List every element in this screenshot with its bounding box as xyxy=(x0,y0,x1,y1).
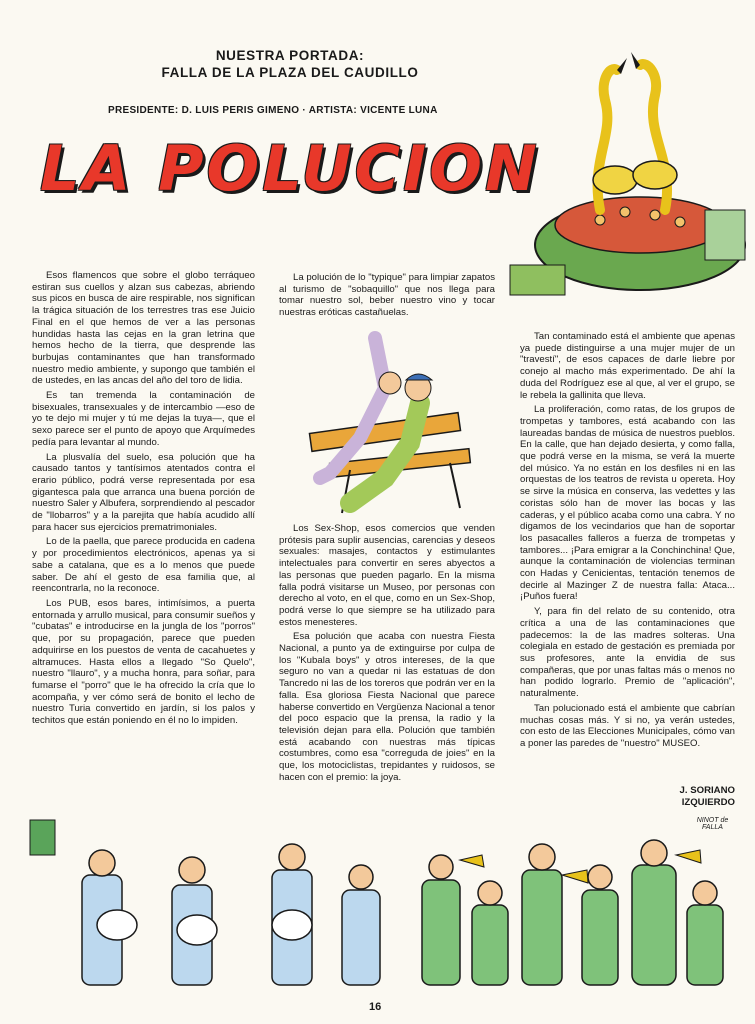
flamingo-monument-illustration xyxy=(505,40,750,315)
author-signature xyxy=(600,785,735,809)
man-figure xyxy=(350,403,420,503)
page-number: 16 xyxy=(369,1001,382,1013)
paragraph: Tan polucionado está el ambiente que cabrían muchas cosas más. Y si no, ya verán ustedes, con esto de las Elecciones Municipales, cómo van a poner las paredes de "nuestro" MUSEO. xyxy=(520,702,735,749)
middle-column-top xyxy=(279,272,495,322)
paragraph: La proliferación, como ratas, de los grupos de trompetas y tambores, está acabando con las laureadas bandas de música de nuestros pueblos. En la calle, que han dejado desierta, y como falla, que podrá verse en la misma, se verá la muerte del músico. Ya no están en los desfiles ni en las orquestas de los teatros de revista u opereta. Hoy se sirve la música en conserva, las vedettes y las coristas sólo han de mover las bocas y las caderas, y el público acaba como una cabra. Y no digamos de los vecindarios que han de soportar los pasacalles falleros a fuerza de trompetas y tambores... ¡Para emigrar a la Conchinchina! Que, aunque la contaminación de violencias terminan con Hadas y Cenicientas, tentación tenemos de decirle al Mazinger Z de nuestra falla: Ataca... ¡Puños fuera! xyxy=(520,404,735,603)
bench-back xyxy=(309,413,460,452)
crowd xyxy=(555,197,725,253)
signature-line-2: IZQUIERDO xyxy=(681,797,735,808)
woman-figure xyxy=(320,338,385,478)
right-column xyxy=(520,331,735,753)
paragraph: Esa polución que acaba con nuestra Fiesta Nacional, a punto ya de extinguirse por culpa de los "Kubala boys" y otros intereses, de la que seguro no van a quedar ni las estatuas de don Tancredo ni las de los toreros que podrán ver en la falla. Esa gloriosa Fiesta Nacional que parece haberse convertido en Vergüenza Nacional a tenor del poco espacio que la prensa, la radio y la televisión dejan para ella. Polución que también está acabando con nuestras más típicas costumbres, como esa "correguda de joies" en la que, los motociclistas, trepidantes y ruidosos, se hacen con el premio: la joya. xyxy=(279,631,496,783)
drummers xyxy=(82,844,380,985)
signature-line-1: J. SORIANO xyxy=(679,785,735,796)
left-column xyxy=(32,270,255,730)
paragraph: Esos flamencos que sobre el globo terráqueo estiran sus cuellos y alzan sus cabezas, abriendo sus picos en busca de aire respirable, nos significan la trágica situación de los terrestres tras ese Juicio Final en el que hemos de ver a las personas hundidas hasta las cejas en la gran letrina que hemos hecho de la tierra, que desprende las burbujas contaminantes que han transformado nuestro medio ambiente, y supongo que también el de ustedes, en las ancas del año del toro de lidia. xyxy=(32,270,255,387)
header-line-2: FALLA DE LA PLAZA DEL CAUDILLO xyxy=(161,65,419,80)
header-line-1: NUESTRA PORTADA: xyxy=(215,48,365,63)
page-title: LA POLUCION xyxy=(40,132,540,205)
band-flag xyxy=(30,820,55,855)
paragraph: Los Sex-Shop, esos comercios que venden prótesis para suplir ausencias, carencias y deseos sexuales: masajes, contactos y estimulantes intelectuales para convertir en seres abyectos a las personas que pueden pagarlo. En la misma falla podrá visitarse un Museo, por personas con derecho al voto, en el que, como en un Sex-Shop, podrá verse lo que siempre se ha utilizado para estos menesteres. xyxy=(279,523,495,628)
paragraph: Lo de la paella, que parece producida en cadena y por procedimientos electrónicos, apenas ya si sabe a catalana, que es a lo menos que puede saber. De ahí el gesto de esa familia que, al reencontrarla, no la reconoce. xyxy=(32,536,255,595)
paragraph: Los PUB, esos bares, intimísimos, a puerta entornada y arrullo musical, para consumir sueños y "cubatas" e introducirse en la jungla de los "porros" que, por su propagación, parece que pueden adquirirse en los puestos de venta de cacahuetes y altramuces. Hasta ellos a llegado "So Quelo", nuestro "llauro", y a mucha honra, para soñar, para fumarse el "porro" que le ha ofrecido la cría que lo acompaña, y ver cómo será de bonito el lecho de nuestro Turia convertido en jardín, si los palos y techitos que están poniendo en él no lo impiden. xyxy=(32,597,255,727)
paragraph: Tan contaminado está el ambiente que apenas ya puede distinguirse a una mujer mujer de un "travestí", de esos capaces de darle liebre por conejo al macho más experimentado. De ahí la duda del Rodríguez ese al que, al ver el grupo, se le rebela la gallinita que lleva. xyxy=(520,331,735,401)
middle-column-bottom xyxy=(279,523,495,786)
credits-line: PRESIDENTE: D. LUIS PERIS GIMENO · ARTISTA: VICENTE LUNA xyxy=(108,105,438,116)
side-scene-right xyxy=(705,210,745,260)
marching-band-illustration xyxy=(22,815,737,1005)
artist-signature: NINOT de FALLA xyxy=(696,817,729,831)
paragraph: Y, para fin del relato de su contenido, otra crítica a una de las contaminaciones que padecemos: la de las madres solteras. Una colegiala en estado de gestación es premiada por sus profesores, ante la envidia de sus compañeras, que por unas faltas más o menos no han podido lograrlo. Premio de "aplicación", naturalmente. xyxy=(520,606,735,700)
paragraph: Es tan tremenda la contaminación de bisexuales, transexuales y de intercambio —eso de yo te dejo mi mujer y tú me dejas la tuya—, que el sexo parece ser el punto de apoyo que Arquímedes pedía para levantar al mundo. xyxy=(32,390,255,448)
side-scene-left xyxy=(510,265,565,295)
couple-bench-illustration xyxy=(290,328,490,523)
paragraph: La polución de lo "typique" para limpiar zapatos al turismo de "sobaquillo" que nos llega para tomar nuestro sol, beber nuestro vino y tocar nuestras eróticas castañuelas. xyxy=(279,272,496,319)
paragraph: La plusvalía del suelo, esa polución que ha causado tantos y tantísimos atentados contra el erario público, podrá verse representada por esa gigantesca pala que arranca una buena porción de nuestro Saler y Albufera, sorprendiendo al pescador de "llobarros" y a la parejita que había acudido allí para hacer sus ejercicios prematrimoniales. xyxy=(32,451,255,533)
